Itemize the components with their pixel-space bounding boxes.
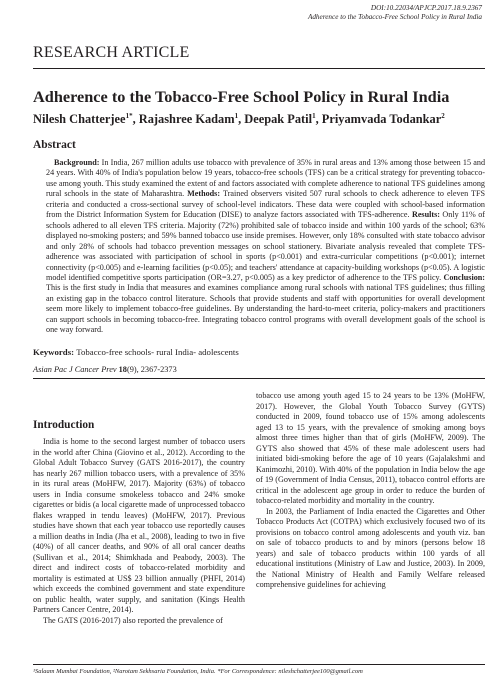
- intro-paragraph: In 2003, the Parliament of India enacted the Cigarettes and Other Tobacco Products Act (COTPA) which exclusively focused two of its provisions on tobacco control among adolescents and youth viz. ban on sale of tobacco products to and by minors (persons below 18 years) and sale of tobacco products within 100 yards of all educational institutions (Ministry of Law and Justice, 2003). In 2009, the National Ministry of Health and Family Welfare released comprehensive guidelines for achieving: [256, 506, 485, 589]
- author-name: Priyamvada Todankar: [321, 112, 442, 127]
- abstract-rule: [33, 378, 485, 379]
- abstract-part-label: Results:: [411, 210, 443, 220]
- right-column: [256, 391, 485, 591]
- author-separator: ,: [315, 112, 322, 127]
- keywords-text: Tobacco-free schools- rural India- adolescents: [76, 347, 239, 357]
- footnote-rule: [33, 664, 485, 665]
- author-separator: ,: [132, 112, 139, 127]
- author-affiliation-marker: 1: [312, 112, 316, 120]
- author-affiliation-marker: 1: [234, 112, 239, 120]
- abstract-part-text: Only 11% of schools adhered to all eleven TFS criteria. Majority (72%) prohibited sale of tobacco inside and within 100 yards of the school; 63% displayed no-smoking posters; and 59% banned tobacco use inside premises. However, only 18% consulted with state tobacco advisor and only 28% of schools had tobacco prevention messages on school stationery. Bivariate analysis revealed that complete TFS-adherence was associated with participation of school in sports (p<0.001) and extra-curricular competitions (p<0.001); internet connectivity (p<0.005) and e-learning facilities (p<0.05); and teachers' attendance at capacity-building workshops (p<0.05). A logistic model identified competitive sports participation (OR=3.27, p<0.005) as a key predictor of adherence to the TFS policy.: [46, 210, 485, 282]
- author-name: Deepak Patil: [244, 112, 313, 127]
- affiliation-footnote: ¹Salaam Mumbai Foundation, ²Narotam Sekhsaria Foundation, India. *For Correspondence: nileshchatterjee100@gmail.com: [33, 668, 363, 675]
- intro-paragraph: India is home to the second largest number of tobacco users in the world after China (Giovino et al., 2012). According to the Global Adult Tobacco Survey (GATS 2016-2017), the country has nearly 267 million tobacco users, with a prevalence of 35% in its rural areas (MoHFW, 2017). Majority (63%) of tobacco users in India consume smokeless tobacco and 24% smoke cigarettes or bidis (a local cigarette made of unprocessed tobacco flakes wrapped in tendu leaves) (MoHFW, 2017). Previous studies have shown that each year tobacco use reportedly causes a million deaths in India (Jha et al., 2008), leading to two in five (40%) of all cancer deaths, and 90% of all oral cancer deaths (Sullivan et al., 2014; Shimkhada and Peabody, 2003). The direct and indirect costs of tobacco-related morbidity and mortality is estimated at US$ 23 billion annually (PHFI, 2014) which exceeds the combined government and state expenditure on public health, water supply, and sanitation (Kings Health Partners Cancer Centre, 2014).: [33, 437, 245, 614]
- journal-pages: , 2367-2373: [136, 365, 177, 374]
- keywords: [33, 347, 239, 357]
- citation: [33, 365, 177, 374]
- abstract-part-label: Background:: [54, 158, 102, 167]
- author-affiliation-marker: 1*: [125, 112, 133, 120]
- author-affiliation-marker: 2: [441, 112, 445, 120]
- abstract-heading: Abstract: [33, 139, 76, 151]
- abstract-part-text: Trained observers visited 507 rural schools to check adherence to eleven TFS criteria and conducted a cross-sectional survey of school-level indicators. These data were coupled with school-based information from the District Information System for Education (DISE) to analyze factors associated with TFS-adherence.: [46, 189, 486, 220]
- abstract-part-label: Conclusion:: [443, 272, 485, 282]
- left-column: [33, 437, 245, 626]
- journal-issue: (9): [126, 365, 137, 374]
- intro-paragraph: tobacco use among youth aged 15 to 24 years to be 13% (MoHFW, 2017). However, the Global Youth Tobacco Survey (GYTS) conducted in 2009, found tobacco use of 15% among adolescents aged 13 to 15 years, with the prevalence of smoking among boys almost three times higher than that of girls (MoHFW, 2009). The GYTS also showed that 45% of these male adolescent users had initiated bidi-smoking before the age of 10 years (Gajalakshmi and Kanimozhi, 2010). With 40% of the population in India below the age of 19 (Government of India Census, 2011), tobacco control efforts are critical in the adolescent age group in order to reduce the burden of tobacco-related morbidity and mortality in the country.: [256, 391, 485, 505]
- introduction-heading: Introduction: [33, 419, 95, 431]
- section-rule: [33, 68, 485, 69]
- abstract-body: [46, 158, 485, 336]
- author-list: [33, 112, 445, 127]
- intro-paragraph: The GATS (2016-2017) also reported the prevalence of: [43, 615, 223, 625]
- abstract-part-text: In India, 267 million adults use tobacco with prevalence of 35% in rural areas and 13% among those between 15 and 24 years. With 40% of India's population below 19 years, tobacco-free schools (TFS) can be a critical strategy for preventing tobacco-use among youth. This study examined the extent of and factors associated with complete adherence to national TFS guidelines among rural schools in the state of Maharashtra.: [46, 158, 486, 199]
- keywords-label: Keywords:: [33, 347, 77, 357]
- journal-name: Asian Pac J Cancer Prev: [33, 365, 117, 374]
- author-name: Nilesh Chatterjee: [33, 112, 126, 127]
- paper-title: Adherence to the Tobacco-Free School Policy in Rural India: [33, 87, 450, 106]
- abstract-part-label: Methods:: [187, 189, 224, 199]
- doi-header: DOI:10.22034/APJCP.2017.18.9.2367: [370, 4, 482, 12]
- author-name: Rajashree Kadam: [138, 112, 235, 127]
- abstract-paragraph: [46, 158, 485, 336]
- abstract-part-text: This is the first study in India that measures and examines compliance among rural schools with national TFS guidelines; thus filling an existing gap in the tobacco control literature. Schools that provide students and staff with opportunities for overall development seem more likely to implement tobacco-free guidelines. By understanding the hard-to-meet criteria, policy-makers and practitioners can support schools in becoming tobacco-free. Integrating tobacco control programs with overall development goals of the school is one way forward.: [46, 283, 485, 335]
- author-separator: ,: [238, 112, 245, 127]
- running-head: Adherence to the Tobacco-Free School Policy in Rural India: [307, 13, 482, 21]
- journal-volume: 18: [118, 365, 127, 374]
- section-label: RESEARCH ARTICLE: [33, 44, 190, 61]
